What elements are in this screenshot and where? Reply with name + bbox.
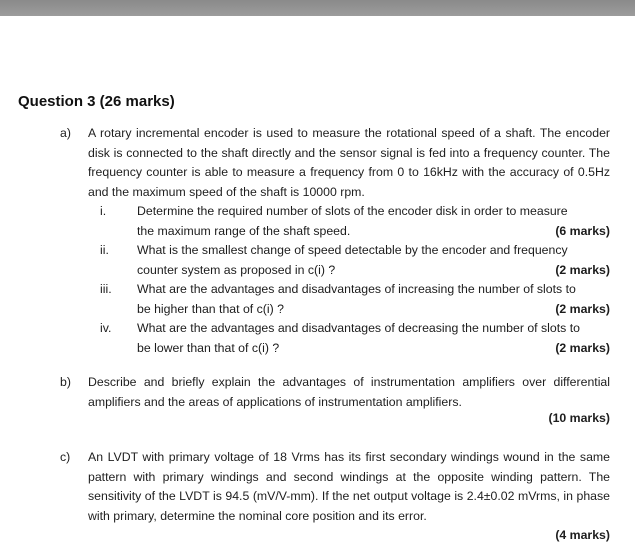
sub-number: ii. <box>100 243 109 257</box>
sub-line: counter system as proposed in c(i) ? <box>137 262 336 277</box>
marks-label: (2 marks) <box>555 301 610 316</box>
sub-line: be lower than that of c(i) ? <box>137 340 280 355</box>
marks-label: (10 marks) <box>548 411 610 425</box>
sub-number: iv. <box>100 321 112 335</box>
sub-question-ii <box>100 241 610 280</box>
part-a-text: A rotary incremental encoder is used to measure the rotational speed of a shaft. The encoder disk is connected to the shaft directly and the sensor signal is fed into a frequency counter. The frequency counter is able to measure a frequency from 0 to 16kHz with the accuracy of 0.5Hz and the maximum speed of the shaft is 10000 rpm. <box>88 126 610 199</box>
part-b <box>60 373 610 412</box>
marks-label: (2 marks) <box>555 340 610 355</box>
part-a <box>60 124 610 202</box>
part-b-text: Describe and briefly explain the advantages of instrumentation amplifiers over differential amplifiers and the areas of applications of instrumentation amplifiers. <box>88 375 610 409</box>
question-title: Question 3 (26 marks) <box>18 93 175 110</box>
sub-number: iii. <box>100 282 112 296</box>
sub-line: What are the advantages and disadvantages of increasing the number of slots to <box>137 282 576 296</box>
top-bar <box>0 0 635 16</box>
sub-question-i <box>100 202 610 241</box>
sub-question-iii <box>100 280 610 319</box>
sub-line: Determine the required number of slots of the encoder disk in order to measure <box>137 204 568 218</box>
part-c-marks-row <box>60 526 610 546</box>
marks-label: (2 marks) <box>555 262 610 277</box>
part-b-label: b) <box>60 375 71 389</box>
sub-line: What is the smallest change of speed detectable by the encoder and frequency <box>137 243 568 257</box>
sub-question-iv <box>100 319 610 358</box>
part-b-marks-row <box>60 409 610 429</box>
sub-line: the maximum range of the shaft speed. <box>137 223 351 238</box>
part-c <box>60 448 610 526</box>
marks-label: (6 marks) <box>555 223 610 238</box>
part-c-text: An LVDT with primary voltage of 18 Vrms has its first secondary windings wound in the same pattern with primary windings and second windings at the opposite winding pattern. The sensitivity of the LVDT is 94.5 (mV/V-mm). If the net output voltage is 2.4±0.02 mVrms, in phase with primary, determine the nominal core position and its error. <box>88 450 610 523</box>
part-a-label: a) <box>60 126 71 140</box>
sub-number: i. <box>100 204 107 218</box>
sub-line: What are the advantages and disadvantages of decreasing the number of slots to <box>137 321 580 335</box>
marks-label: (4 marks) <box>555 528 610 542</box>
part-c-label: c) <box>60 450 71 464</box>
sub-line: be higher than that of c(i) ? <box>137 301 284 316</box>
